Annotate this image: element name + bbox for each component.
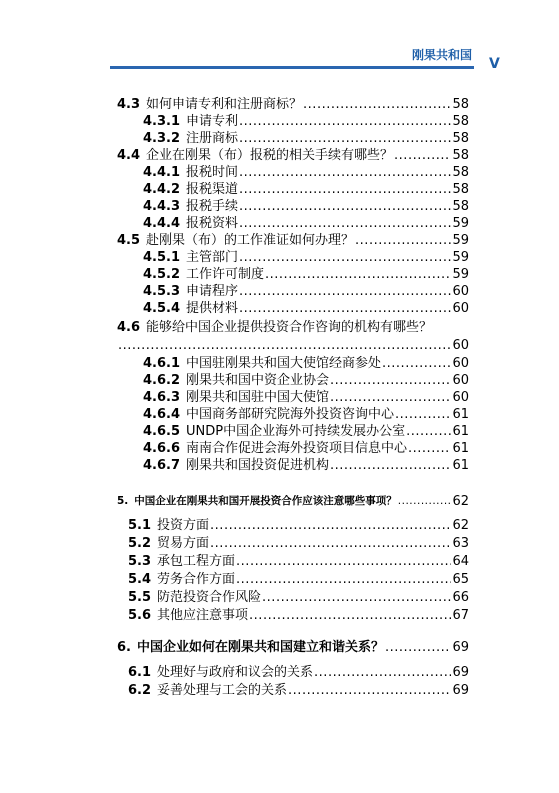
toc-chapter-entry[interactable]	[117, 639, 469, 656]
toc-entry-page: 61	[452, 407, 469, 422]
toc-entry-number: 4.3.2	[143, 131, 181, 146]
toc-entry-label: 处理好与政府和议会的关系	[157, 665, 314, 680]
toc-entry[interactable]	[117, 319, 469, 336]
toc-entry-label: 企业在刚果（布）报税的相关手续有哪些？	[146, 148, 394, 163]
toc-entry[interactable]	[117, 232, 469, 249]
toc-entry-page: 59	[452, 267, 469, 282]
toc-entry-label: 防范投资合作风险	[157, 590, 262, 605]
toc-entry-label: 报税渠道	[186, 182, 239, 197]
toc-chapter-entry[interactable]	[117, 493, 469, 510]
toc-entry-number: 4.5.2	[143, 267, 181, 282]
toc-entry[interactable]	[128, 535, 469, 552]
toc-entry[interactable]	[143, 355, 469, 372]
toc-entry[interactable]	[143, 249, 469, 266]
toc-leader	[239, 198, 451, 215]
toc-leader	[265, 266, 451, 283]
toc-entry-number: 5.1	[128, 518, 152, 533]
toc-entry-page: 62	[452, 518, 469, 533]
toc-entry-page: 60	[452, 373, 469, 388]
toc-entry-number: 5.3	[128, 554, 152, 569]
toc-entry-number: 4.6.6	[143, 441, 181, 456]
toc-entry[interactable]	[143, 423, 469, 440]
toc-entry-label: 承包工程方面	[157, 554, 236, 569]
toc-entry-label: 劳务合作方面	[157, 572, 236, 587]
toc-entry-number: 4.3	[117, 97, 141, 112]
toc-leader	[382, 355, 451, 372]
toc-entry[interactable]	[143, 300, 469, 317]
toc-entry-page: 64	[452, 554, 469, 569]
toc-entry-page: 58	[452, 148, 469, 163]
toc-entry-number: 4.6.2	[143, 373, 181, 388]
toc-entry-page: 58	[452, 199, 469, 214]
toc-entry-page: 60	[452, 390, 469, 405]
toc-entry-number: 4.4.3	[143, 199, 181, 214]
toc-entry-label: 投资方面	[157, 518, 210, 533]
toc-entry-label: 申请专利	[186, 114, 239, 129]
toc-entry-page: 69	[452, 665, 469, 680]
toc-entry-page: 61	[452, 441, 469, 456]
toc-entry-number: 4.6.4	[143, 407, 181, 422]
toc-entry-page: 63	[452, 536, 469, 551]
toc-entry[interactable]	[143, 113, 469, 130]
toc-leader	[249, 607, 451, 624]
toc-entry-number: 4.4	[117, 148, 141, 163]
toc-entry-page: 60	[452, 284, 469, 299]
toc-entry-page: 59	[452, 250, 469, 265]
toc-leader	[210, 535, 451, 552]
toc-entry-label: 申请程序	[186, 284, 239, 299]
toc-leader	[239, 113, 451, 130]
toc-entry-number: 4.6.7	[143, 458, 181, 473]
toc-entry[interactable]	[143, 440, 469, 457]
toc-entry-number: 4.5.3	[143, 284, 181, 299]
toc-entry[interactable]	[143, 198, 469, 215]
toc-entry-number: 4.6	[117, 320, 141, 335]
toc-leader	[314, 664, 451, 681]
toc-entry-page: 61	[452, 424, 469, 439]
toc-entry-label: 报税手续	[186, 199, 239, 214]
toc-entry[interactable]	[143, 406, 469, 423]
toc-entry-number: 5.4	[128, 572, 152, 587]
toc-entry-label: 中国企业在刚果共和国开展投资合作应该注意哪些事项？	[134, 495, 397, 507]
toc-leader	[239, 300, 451, 317]
toc-entry[interactable]	[128, 607, 469, 624]
toc-entry-label: 如何申请专利和注册商标？	[146, 97, 303, 112]
toc-entry-number: 4.5.4	[143, 301, 181, 316]
toc-entry-label: 中国驻刚果共和国大使馆经商参处	[186, 356, 382, 371]
toc-entry-number: 4.6.1	[143, 356, 181, 371]
toc-entry-label: 中国企业如何在刚果共和国建立和谐关系？	[136, 640, 384, 655]
toc-entry-page: 59	[452, 233, 469, 248]
toc-entry-page: 58	[452, 131, 469, 146]
toc-entry-number: 4.3.1	[143, 114, 181, 129]
toc-entry-number: 4.4.1	[143, 165, 181, 180]
toc-entry-number: 5.5	[128, 590, 152, 605]
toc-entry-page: 62	[452, 494, 469, 509]
toc-entry-label: 报税时间	[186, 165, 239, 180]
toc-entry[interactable]	[128, 517, 469, 534]
toc-leader	[330, 457, 451, 474]
toc-entry[interactable]	[143, 215, 469, 232]
toc-entry[interactable]	[143, 164, 469, 181]
toc-entry[interactable]	[128, 682, 469, 699]
toc-leader	[406, 423, 451, 440]
toc-leader	[239, 130, 451, 147]
toc-entry[interactable]	[143, 389, 469, 406]
toc-leader	[236, 571, 451, 588]
toc-entry-page: 58	[452, 165, 469, 180]
toc-entry-label: 工作许可制度	[186, 267, 265, 282]
toc-leader	[330, 389, 451, 406]
toc-entry-number: 4.6.3	[143, 390, 181, 405]
toc-entry-number: 5.	[117, 495, 129, 507]
toc-entry-label: 其他应注意事项	[157, 608, 249, 623]
toc-entry-page: 69	[452, 683, 469, 698]
toc-entry[interactable]	[128, 571, 469, 588]
toc-leader	[288, 682, 451, 699]
toc-entry-label: 能够给中国企业提供投资合作咨询的机构有哪些？	[146, 320, 433, 335]
toc-entry-continuation[interactable]	[117, 337, 469, 354]
toc-entry[interactable]	[117, 96, 469, 113]
toc-entry-label: 刚果共和国驻中国大使馆	[186, 390, 330, 405]
toc-entry-label: 提供材料	[186, 301, 239, 316]
header-title: 刚果共和国	[411, 48, 472, 62]
toc-leader	[210, 517, 451, 534]
toc-leader	[355, 232, 451, 249]
toc-entry-number: 5.6	[128, 608, 152, 623]
toc-entry[interactable]	[128, 664, 469, 681]
toc-leader	[303, 96, 451, 113]
toc-entry-number: 4.4.4	[143, 216, 181, 231]
toc-entry-page: 59	[452, 216, 469, 231]
toc-entry-label: 报税资料	[186, 216, 239, 231]
toc-leader	[385, 639, 451, 656]
toc-leader	[239, 215, 451, 232]
toc-entry-label: 贸易方面	[157, 536, 210, 551]
toc-entry-number: 6.	[117, 640, 131, 655]
toc-leader	[395, 406, 451, 423]
toc-entry-page: 65	[452, 572, 469, 587]
toc-leader	[330, 372, 451, 389]
toc-entry[interactable]	[143, 181, 469, 198]
toc-entry-number: 4.5	[117, 233, 141, 248]
toc-entry-page: 58	[452, 97, 469, 112]
toc-entry-label: 刚果共和国中资企业协会	[186, 373, 330, 388]
toc-entry[interactable]	[117, 147, 469, 164]
toc-entry-number: 6.1	[128, 665, 152, 680]
toc-leader	[239, 181, 451, 198]
toc-entry[interactable]	[143, 457, 469, 474]
toc-entry[interactable]	[143, 130, 469, 147]
toc-entry-page: 66	[452, 590, 469, 605]
toc-entry-number: 4.5.1	[143, 250, 181, 265]
toc-leader	[394, 147, 451, 164]
toc-entry-label: 注册商标	[186, 131, 239, 146]
header-rule	[110, 66, 474, 69]
toc-entry-number: 4.6.5	[143, 424, 181, 439]
toc-leader	[239, 283, 451, 300]
toc-entry-label: 主管部门	[186, 250, 239, 265]
toc-entry[interactable]	[128, 589, 469, 606]
toc-entry-label: 赴刚果（布）的工作准证如何办理？	[146, 233, 355, 248]
toc-entry-page: 60	[452, 356, 469, 371]
toc-leader	[236, 553, 451, 570]
toc-entry-page: 67	[452, 608, 469, 623]
toc-leader	[262, 589, 451, 606]
toc-entry[interactable]	[143, 266, 469, 283]
toc-entry[interactable]	[128, 553, 469, 570]
toc-entry[interactable]	[143, 283, 469, 300]
page-number: V	[489, 56, 500, 72]
toc-entry-page: 60	[452, 301, 469, 316]
toc-entry-page: 58	[452, 114, 469, 129]
toc-leader	[239, 249, 451, 266]
toc-entry-label: 刚果共和国投资促进机构	[186, 458, 330, 473]
toc-entry-page: 58	[452, 182, 469, 197]
toc-entry-page: 61	[452, 458, 469, 473]
toc-entry-label: 南南合作促进会海外投资项目信息中心	[186, 441, 408, 456]
toc-entry-number: 5.2	[128, 536, 152, 551]
toc-entry-number: 4.4.2	[143, 182, 181, 197]
toc-entry-number: 6.2	[128, 683, 152, 698]
toc-entry[interactable]	[143, 372, 469, 389]
toc-entry-label: 妥善处理与工会的关系	[157, 683, 288, 698]
toc-entry-label: UNDP中国企业海外可持续发展办公室	[186, 424, 406, 439]
toc-leader	[239, 164, 451, 181]
toc-entry-page: 60	[452, 338, 469, 353]
toc-leader	[408, 440, 451, 457]
toc-leader	[118, 337, 451, 354]
toc-entry-label: 中国商务部研究院海外投资咨询中心	[186, 407, 395, 422]
toc-leader	[398, 493, 452, 510]
toc-entry-page: 69	[452, 640, 469, 655]
